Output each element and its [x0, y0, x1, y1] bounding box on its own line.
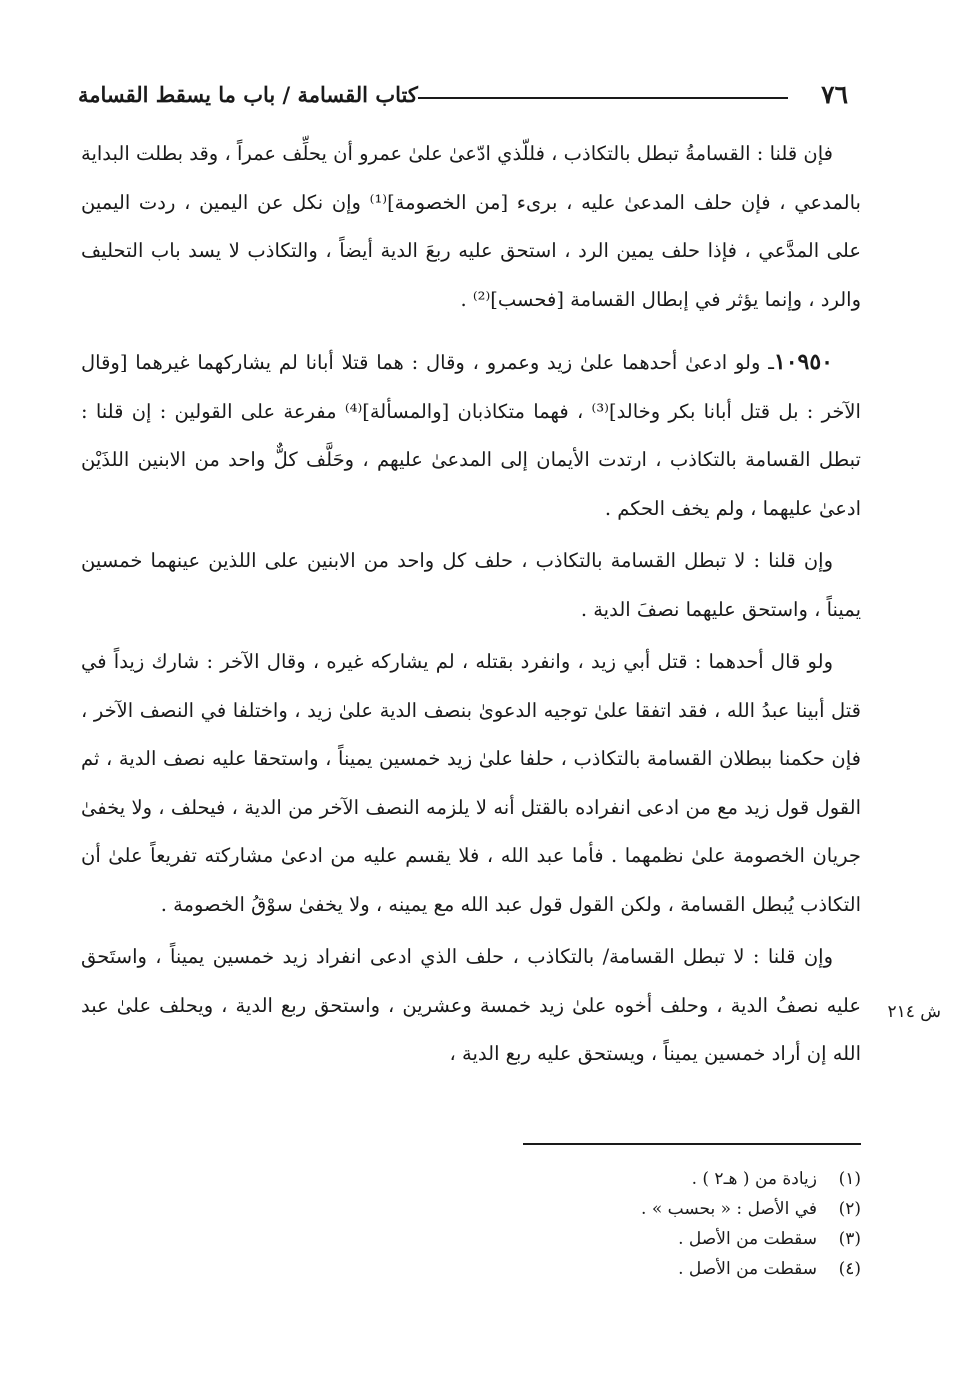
footnote-text: في الأصل : « بحسب » .: [641, 1199, 817, 1219]
footnote-number: (١): [838, 1169, 861, 1189]
page-number: ٧٦: [821, 80, 848, 109]
footnote-text: سقطت من الأصل .: [678, 1259, 817, 1279]
paragraph-5: وإن قلنا : لا تبطل القسامة/ بالتكاذب ، حلف الذي ادعى انفراد زيد خمسين يميناً ، واستَحق عليه نصفُ الدية ، وحلف أخوه علىٰ زيد خمسة وعشرين ، واستحق ربع الدية ، ويحلف علىٰ عبد الله إن أراد خمسين يميناً ، ويستحق عليه ربع الدية ،: [81, 945, 861, 1065]
footnote-number: (٣): [838, 1229, 861, 1249]
footnote-divider: [523, 1143, 861, 1145]
paragraph-1: فإن قلنا : القسامةُ تبطل بالتكاذب ، فللّذي ادّعىٰ علىٰ عمرو أن يحلِّف عمراً ، وقد بطلت البداية بالمدعي ، فإن حلف المدعىٰ عليه ، برىء [من الخصومة]⁽¹⁾ وإن نكل عن اليمين ، ردت اليمين على المدَّعي ، فإذا حلف يمين الرد ، استحق عليه ربعَ الدية أيضاً ، والتكاذب لا يسد باب التحليف والرد ، وإنما يؤثر في إبطال القسامة [فحسب]⁽²⁾ .: [81, 142, 861, 311]
footnotes: [361, 1164, 861, 1284]
footnote-number: (٤): [838, 1259, 861, 1279]
marginal-manuscript-ref: ش ٢١٤: [887, 1002, 941, 1022]
paragraph-4: ولو قال أحدهما : قتل أبي زيد ، وانفرد بقتله ، لم يشاركه غيره ، وقال الآخر : شارك زيداً في قتل أبينا عبدُ الله ، فقد اتفقا علىٰ توجيه الدعوىٰ بنصف الدية علىٰ زيد ، واختلفا في النصف الآخر ، فإن حكمنا ببطلان القسامة بالتكاذب ، حلفا علىٰ زيد خمسين يميناً ، واستحقا عليه نصف الدية ، ثم القول قول زيد مع من ادعى انفراده بالقتل أنه لا يلزمه النصف الآخر من الدية ، فيحلف ، ولا يخفىٰ جريان الخصومة علىٰ نظمهما . فأما عبد الله ، فلا يقسم عليه من ادعىٰ مشاركته تفريعاً علىٰ أن التكاذب يُبطل القسامة ، ولكن القول قول عبد الله مع يمينه ، ولا يخفىٰ سوْقُ الخصومة .: [81, 650, 861, 916]
footnote-item: [361, 1164, 861, 1194]
header-rule: [418, 97, 788, 99]
footnote-item: [361, 1254, 861, 1284]
main-text: [81, 130, 861, 1079]
running-title: كتاب القسامة / باب ما يسقط القسامة: [78, 82, 418, 107]
footnote-item: [361, 1194, 861, 1224]
page-header: [78, 78, 848, 118]
footnote-number: (٢): [838, 1199, 861, 1219]
footnote-item: [361, 1224, 861, 1254]
footnote-text: سقطت من الأصل .: [678, 1229, 817, 1249]
paragraph-3: وإن قلنا : لا تبطل القسامة بالتكاذب ، حلف كل واحد من الابنين على اللذين عينهما خمسين يميناً ، واستحق عليهما نصفَ الدية .: [81, 549, 861, 621]
footnote-text: زيادة من ( هـ٢ ) .: [691, 1169, 817, 1189]
issue-number: ١٠٩٥٠: [773, 349, 833, 375]
paragraph-2: ١٠٩٥٠ـ ولو ادعىٰ أحدهما علىٰ زيد وعمرو ، وقال : هما قتلا أبانا لم يشاركهما غيرهما [وقال الآخر : بل قتل أبانا بكر وخالد]⁽³⁾ ، فهما متكاذبان [والمسألة]⁽⁴⁾ مفرعة على القولين : إن قلنا : تبطل القسامة بالتكاذب ، ارتدت الأيمان إلى المدعىٰ عليهم ، وحَلَّف كلٌّ واحد من الابنين اللذَيْن ادعىٰ عليهما ، ولم يخف الحكم .: [81, 349, 861, 520]
